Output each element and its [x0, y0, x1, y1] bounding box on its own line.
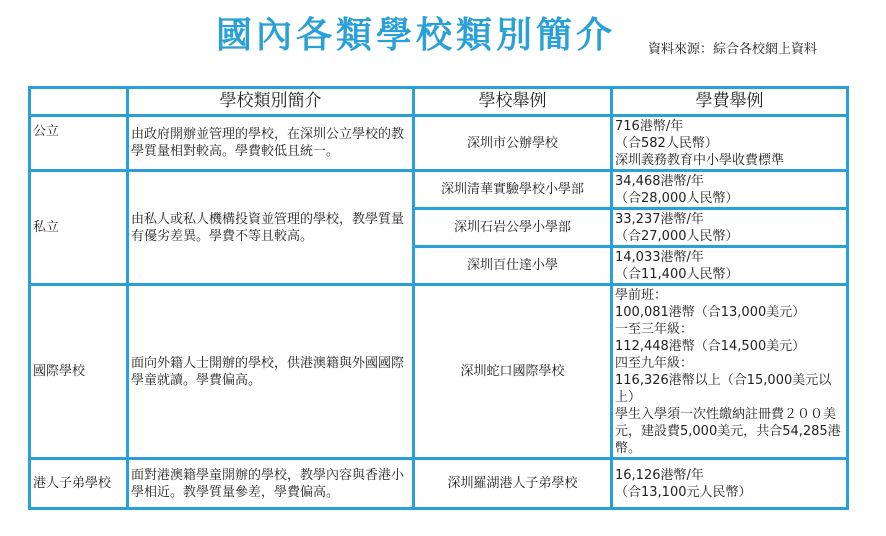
- fee-cell: [612, 116, 848, 171]
- type-cell: 私立: [30, 171, 128, 285]
- fee-line: （合28,000人民幣）: [615, 191, 739, 206]
- table-row: [30, 285, 848, 459]
- fee-line: （合13,100元人民幣）: [615, 485, 752, 500]
- school-cell: 深圳百仕達小學: [414, 247, 612, 285]
- table-row: [30, 171, 848, 209]
- header-cell-fee: 學費舉例: [612, 88, 848, 116]
- fee-cell: [612, 247, 848, 285]
- school-cell: 深圳市公辦學校: [414, 116, 612, 171]
- fee-line: 116,326港幣以上（合15,000美元以上）: [615, 373, 832, 405]
- school-cell: 深圳蛇口國際學校: [414, 285, 612, 459]
- school-cell: 深圳羅湖港人子弟學校: [414, 459, 612, 509]
- fee-line: （合11,400人民幣）: [615, 267, 739, 282]
- fee-line: 33,237港幣/年: [615, 212, 704, 227]
- fee-cell: [612, 285, 848, 459]
- type-cell: 國際學校: [30, 285, 128, 459]
- header-cell-intro: 學校類別簡介: [128, 88, 414, 116]
- school-cell: 深圳清華實驗學校小學部: [414, 171, 612, 209]
- fee-line: 深圳義務教育中小學收費標準: [615, 153, 785, 168]
- fee-line: 學前班：: [615, 288, 668, 303]
- fee-line: 100,081港幣（合13,000美元）: [615, 305, 806, 320]
- desc-cell: 面對港澳籍學童開辦的學校，教學內容與香港小學相近。教學質量參差，學費偏高。: [128, 459, 414, 509]
- desc-cell: 由私人或私人機構投資並管理的學校，教學質量有優劣差異。學費不等且較高。: [128, 171, 414, 285]
- fee-line: 一至三年級：: [615, 322, 694, 337]
- fee-line: 16,126港幣/年: [615, 468, 704, 483]
- fee-cell: [612, 209, 848, 247]
- type-cell: 港人子弟學校: [30, 459, 128, 509]
- fee-cell: [612, 171, 848, 209]
- fee-cell: [612, 459, 848, 509]
- fee-line: 四至九年級：: [615, 356, 694, 371]
- fee-line: 716港幣/年: [615, 119, 684, 134]
- fee-line: 34,468港幣/年: [615, 174, 704, 189]
- fee-note: 學生入學須一次性繳納註冊費２００美元，建設費5,000美元，共合54,285港幣。: [615, 407, 841, 456]
- header-cell-blank: [30, 88, 128, 116]
- table-header-row: [30, 88, 848, 116]
- source-note: 資料來源：綜合各校網上資料: [648, 42, 818, 57]
- header-cell-example: 學校舉例: [414, 88, 612, 116]
- desc-cell: 由政府開辦並管理的學校，在深圳公立學校的教學質量相對較高。學費較低且統一。: [128, 116, 414, 171]
- desc-cell: 面向外籍人士開辦的學校，供港澳籍與外國國際學童就讀。學費偏高。: [128, 285, 414, 459]
- fee-line: （合582人民幣）: [615, 136, 718, 151]
- table-row: [30, 116, 848, 171]
- school-cell: 深圳石岩公學小學部: [414, 209, 612, 247]
- fee-line: 112,448港幣（合14,500美元）: [615, 339, 806, 354]
- school-types-table: [28, 86, 849, 510]
- table-row: [30, 459, 848, 509]
- type-cell: 公立: [30, 116, 128, 171]
- page-title: 國內各類學校類別簡介: [216, 15, 617, 56]
- fee-line: 14,033港幣/年: [615, 250, 704, 265]
- fee-line: （合27,000人民幣）: [615, 229, 739, 244]
